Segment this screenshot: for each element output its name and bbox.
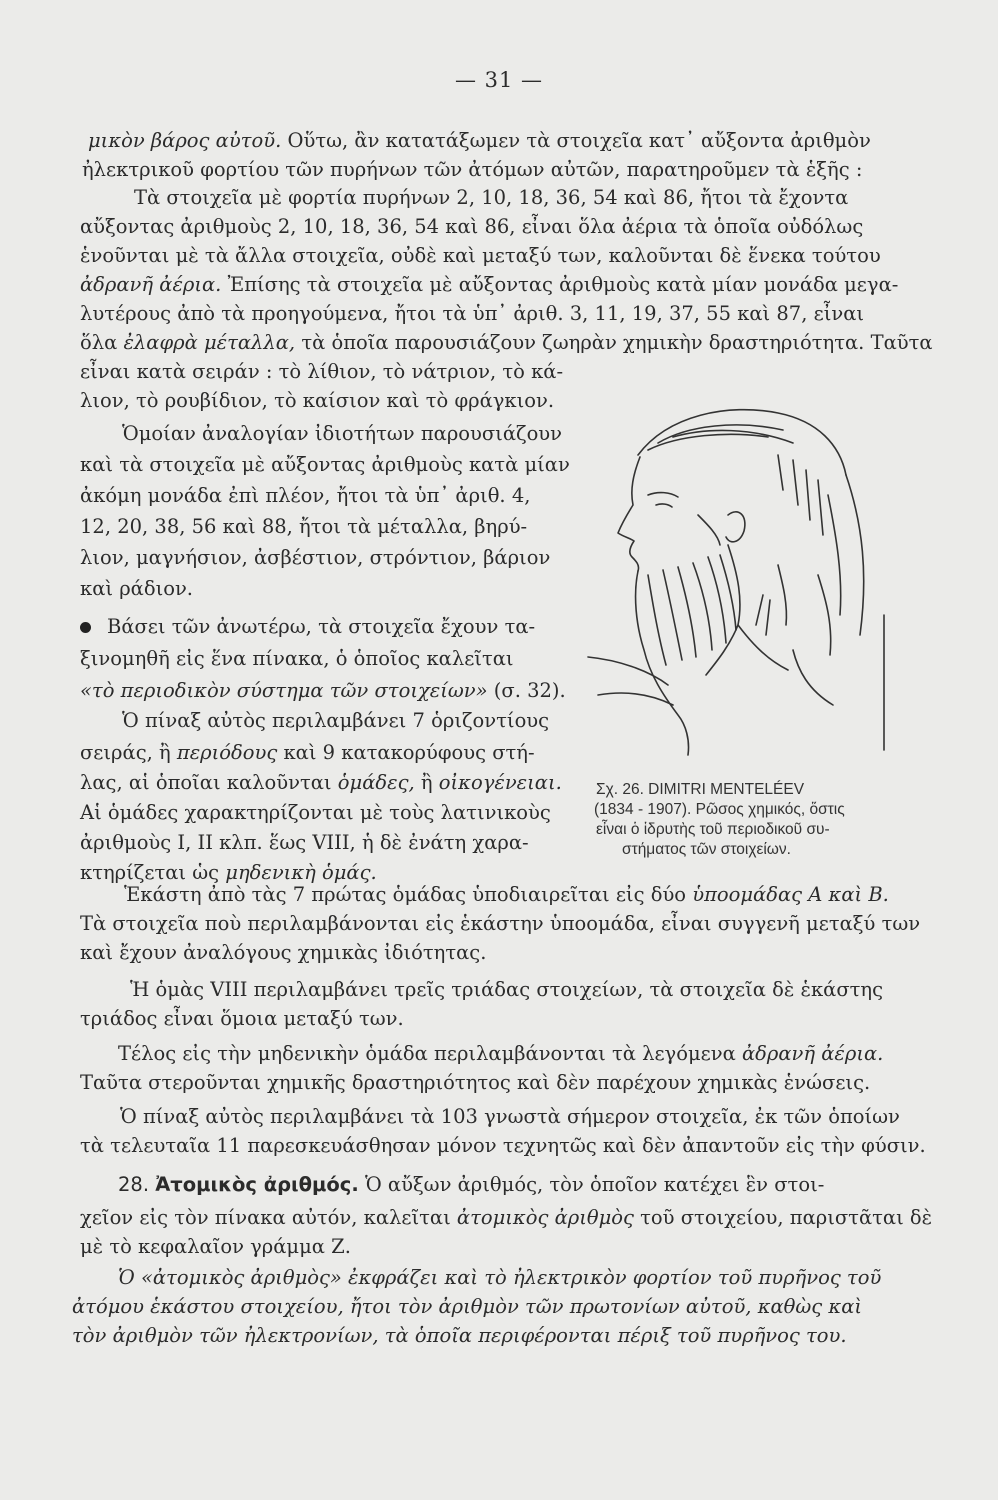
hair-strands — [778, 455, 823, 535]
italic-phrase: περιόδους — [176, 741, 278, 764]
italic-phrase: ἀδρανῆ ἀέρια. — [741, 1042, 884, 1065]
beard-front — [636, 571, 689, 755]
p4-line-1: Ὁ πίναξ αὐτὸς περιλαμβάνει 7 ὁριζοντίους — [122, 709, 550, 732]
text-run: ἢ — [414, 771, 439, 794]
p4-line-5: ἀριθμοὺς I, II κλπ. ἕως VIII, ἡ δὲ ἐνάτη χαρα- — [80, 831, 529, 854]
section-28-line-2 — [80, 1205, 932, 1231]
text-run: (σ. 32). — [487, 679, 566, 702]
coat-strands — [756, 595, 770, 635]
beard-stroke — [648, 575, 666, 665]
italic-phrase: ἐλαφρὰ μέταλλα, — [123, 331, 296, 354]
p6-line-1: Ἡ ὁμὰς VIII περιλαμβάνει τρεῖς τριάδας στοιχείων, τὰ στοιχεῖα δὲ ἑκάστης — [130, 978, 884, 1001]
caption-line-4: στήματος τῶν στοιχείων. — [622, 841, 791, 858]
italic-phrase: «τὸ περιοδικὸν σύστημα τῶν στοιχείων» — [80, 679, 488, 702]
p1-line-8 — [80, 330, 933, 356]
p7-line-1 — [118, 1041, 883, 1067]
p1-line-10: λιον, τὸ ρουβίδιον, τὸ καίσιον καὶ τὸ φράγκιον. — [80, 389, 555, 412]
italic-phrase: ἀτομικὸς ἀριθμὸς — [456, 1206, 634, 1229]
p2-line-2: καὶ τὰ στοιχεῖα μὲ αὔξοντας ἀριθμοὺς κατὰ μίαν — [80, 453, 570, 476]
p7-line-2: Ταῦτα στεροῦνται χημικῆς δραστηριότητος καὶ δὲν παρέχουν χημικὰς ἑνώσεις. — [80, 1071, 871, 1094]
italic-phrase: ὑποομάδας Α καὶ Β. — [692, 883, 889, 906]
p1-line-1 — [88, 128, 871, 154]
p8-line-2: τὰ τελευταῖα 11 παρεσκευάσθησαν μόνον τεχνητῶς καὶ δὲν ἀπαντοῦν εἰς τὴν φύσιν. — [80, 1134, 926, 1157]
text-run: Βάσει τῶν ἀνωτέρω, τὰ στοιχεῖα ἔχουν τα- — [107, 615, 536, 638]
beard-stroke — [693, 563, 712, 650]
section-28-line-3: μὲ τὸ κεφαλαῖον γράμμα Ζ. — [80, 1235, 351, 1258]
caption-line-2: (1834 - 1907). Ρῶσος χημικός, ὅστις — [594, 801, 845, 818]
definition-line-1: Ὁ «ἀτομικὸς ἀριθμὸς» ἐκφράζει καὶ τὸ ἠλεκτρικὸν φορτίον τοῦ πυρῆνος τοῦ — [118, 1266, 882, 1289]
p3-line-1 — [80, 614, 535, 640]
caption-line-1: Σχ. 26. DIMITRI MENTELÉEV — [596, 781, 805, 798]
definition-line-3: τὸν ἀριθμὸν τῶν ἠλεκτρονίων, τὰ ὁποῖα περιφέρονται πέριξ τοῦ πυρῆνος του. — [72, 1324, 847, 1347]
text-run: Ἑκάστη ἀπὸ τὰς 7 πρώτας ὁμάδας ὑποδιαιρεῖται εἰς δύο — [124, 883, 693, 906]
text-run: κτηρίζεται ὡς — [80, 861, 226, 884]
text-run: τὰ ὁποῖα παρουσιάζουν ζωηρὰν χημικὴν δραστηριότητα. Ταῦτα — [295, 331, 933, 354]
beard-stroke — [678, 567, 696, 657]
caption-line-3: εἶναι ὁ ἱδρυτὴς τοῦ περιοδικοῦ συ- — [596, 821, 830, 838]
text-run: χεῖον εἰς τὸν πίνακα αὐτόν, καλεῖται — [80, 1206, 457, 1229]
cheek — [698, 515, 720, 545]
text-run: ὅλα — [80, 331, 124, 354]
text-run: καὶ 9 κατακορύφους στή- — [277, 741, 535, 764]
hair-back — [828, 495, 841, 615]
text-run: τοῦ στοιχείου, παριστᾶται δὲ — [633, 1206, 933, 1229]
definition-line-2: ἀτόμου ἑκάστου στοιχείου, ἤτοι τὸν ἀριθμὸν τῶν πρωτονίων αὐτοῦ, καθὼς καὶ — [72, 1295, 863, 1318]
section-28-line-1 — [118, 1172, 824, 1198]
section-title: Ἀτομικὸς ἀριθμός. — [155, 1173, 359, 1196]
italic-phrase: ὁμάδες, — [337, 771, 415, 794]
text-run: Ἐπίσης τὰ στοιχεῖα μὲ αὔξοντας ἀριθμοὺς κατὰ μίαν μονάδα μεγα- — [221, 273, 899, 296]
p2-line-6: καὶ ράδιον. — [80, 577, 194, 600]
italic-phrase: μηδενικὴ ὁμάς. — [225, 861, 377, 884]
page-number: — 31 — — [454, 68, 544, 92]
p1-line-3: Τὰ στοιχεῖα μὲ φορτία πυρήνων 2, 10, 18, 36, 54 καὶ 86, ἤτοι τὰ ἔχοντα — [134, 186, 849, 209]
p2-line-5: λιον, μαγνήσιον, ἀσβέστιον, στρόντιον, βάριον — [80, 546, 551, 569]
menteleev-portrait-sketch — [578, 395, 908, 780]
hair-back — [846, 475, 864, 635]
coat — [778, 565, 786, 625]
p6-line-2: τριάδος εἶναι ὅμοια μεταξύ των. — [80, 1007, 404, 1030]
p1-line-7: λυτέρους ἀπὸ τὰ προηγούμενα, ἤτοι τὰ ὑπ᾿ ἀριθ. 3, 11, 19, 37, 55 καὶ 87, εἶναι — [80, 302, 865, 325]
p3-line-3 — [80, 678, 566, 704]
p1-line-4: αὔξοντας ἀριθμοὺς 2, 10, 18, 36, 54 καὶ 86, εἶναι ὅλα ἀέρια τὰ ὁποῖα οὐδόλως — [80, 215, 864, 238]
p8-line-1: Ὁ πίναξ αὐτὸς περιλαμβάνει τὰ 103 γνωστὰ σήμερον στοιχεῖα, ἐκ τῶν ὁποίων — [120, 1105, 900, 1128]
p1-line-9: εἶναι κατὰ σειράν : τὸ λίθιον, τὸ νάτριον, τὸ κά- — [80, 360, 564, 383]
italic-phrase: μικὸν βάρος αὐτοῦ. — [88, 129, 282, 152]
p5-line-3: καὶ ἔχουν ἀναλόγους χημικὰς ἰδιότητας. — [80, 941, 487, 964]
section-number: 28. — [118, 1173, 150, 1196]
text-run: Ὁ αὔξων ἀριθμός, τὸν ὁποῖον κατέχει ἓν στοι- — [358, 1173, 825, 1196]
text-run: σειράς, ἢ — [80, 741, 177, 764]
coat — [738, 625, 788, 670]
italic-phrase: οἰκογένειαι. — [438, 771, 562, 794]
p4-line-4: Αἱ ὁμάδες χαρακτηρίζονται μὲ τοὺς λατινικοὺς — [80, 801, 551, 824]
text-run: λας, αἱ ὁποῖαι καλοῦνται — [80, 771, 338, 794]
p4-line-2 — [80, 740, 535, 766]
eye — [656, 504, 672, 507]
bullet-icon — [80, 622, 91, 633]
text-run: Οὕτω, ἂν κατατάξωμεν τὰ στοιχεῖα κατ᾿ αὔξοντα ἀριθμὸν — [281, 129, 871, 152]
p4-line-3 — [80, 770, 562, 796]
p2-line-1: Ὁμοίαν ἀναλογίαν ἰδιοτήτων παρουσιάζουν — [122, 422, 563, 445]
italic-phrase: ἀδρανῆ ἀέρια. — [80, 273, 222, 296]
p2-line-4: 12, 20, 38, 56 καὶ 88, ἤτοι τὰ μέταλλα, βηρύ- — [80, 515, 528, 538]
coat — [818, 575, 831, 655]
text-run: Τέλος εἰς τὴν μηδενικὴν ὁμάδα περιλαμβάνονται τὰ λεγόμενα — [118, 1042, 742, 1065]
p1-line-6 — [80, 272, 898, 298]
coat — [598, 693, 673, 705]
p5-line-2: Τὰ στοιχεῖα ποὺ περιλαμβάνονται εἰς ἑκάστην ὑποομάδα, εἶναι συγγενῆ μεταξύ των — [80, 912, 921, 935]
ear — [726, 512, 745, 542]
beard-stroke — [663, 570, 682, 660]
p1-line-2: ἠλεκτρικοῦ φορτίου τῶν πυρήνων τῶν ἀτόμων αὐτῶν, παρατηροῦμεν τὰ ἑξῆς : — [82, 158, 863, 181]
face-profile — [618, 457, 640, 571]
brow — [648, 493, 678, 497]
p1-line-5: ἑνοῦνται μὲ τὰ ἄλλα στοιχεῖα, οὐδὲ καὶ μεταξύ των, καλοῦνται δὲ ἕνεκα τούτου — [80, 244, 881, 267]
p5-line-1 — [124, 882, 889, 908]
coat — [793, 650, 833, 705]
p2-line-3: ἀκόμη μονάδα ἐπὶ πλέον, ἤτοι τὰ ὑπ᾿ ἀριθ. 4, — [80, 484, 531, 507]
p3-line-2: ξινομηθῆ εἰς ἕνα πίνακα, ὁ ὁποῖος καλεῖται — [80, 647, 514, 670]
hair-stroke — [648, 434, 768, 450]
